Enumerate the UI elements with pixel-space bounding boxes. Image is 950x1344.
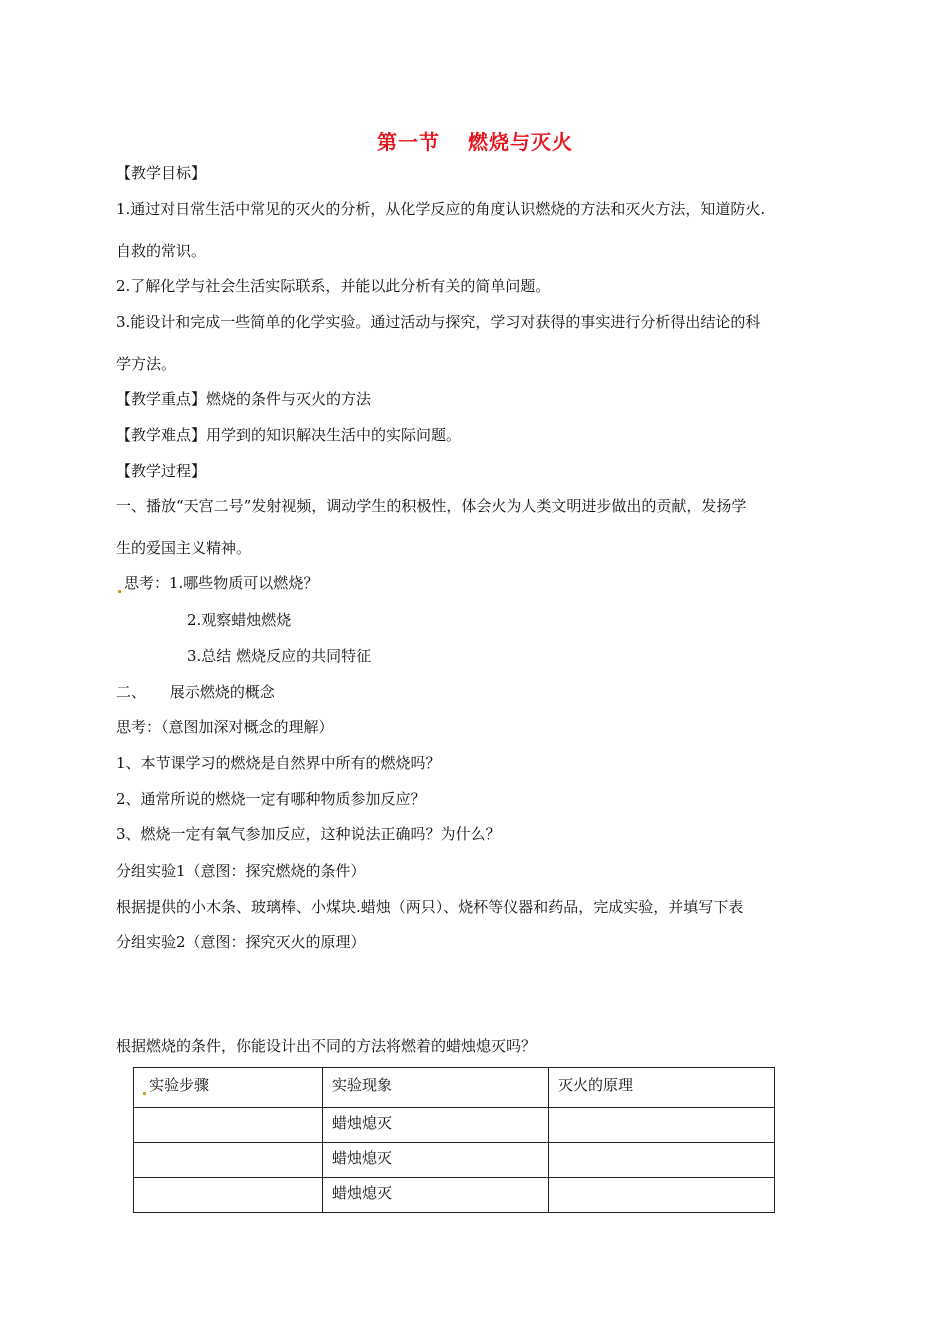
table-cell — [134, 1108, 323, 1143]
page-title — [0, 126, 950, 155]
table-cell: 蜡烛熄灭 — [323, 1178, 549, 1213]
group-experiment-2: 分组实验2（意图：探究灭火的原理） — [116, 933, 366, 951]
goal-3-line-1: 3.能设计和完成一些简单的化学实验。通过活动与探究，学习对获得的事实进行分析得出结论的科 — [116, 313, 761, 331]
table-cell — [549, 1178, 775, 1213]
table-cell — [134, 1178, 323, 1213]
group-experiment-1: 分组实验1（意图：探究燃烧的条件） — [116, 862, 366, 880]
think-question-3: 3.总结 燃烧反应的共同特征 — [187, 647, 372, 665]
edit-mark-icon — [118, 590, 121, 593]
table-row — [134, 1143, 775, 1178]
table-cell — [549, 1108, 775, 1143]
header-phenomenon: 实验现象 — [323, 1068, 549, 1108]
process-2-heading: 二、 展示燃烧的概念 — [116, 683, 275, 701]
think-question-1-text: 思考：1.哪些物质可以燃烧？ — [124, 574, 319, 592]
header-steps: 实验步骤 — [134, 1068, 323, 1108]
concept-question-2: 2、通常所说的燃烧一定有哪种物质参加反应？ — [116, 790, 426, 808]
think-question-1 — [118, 573, 318, 593]
process-1-line-2: 生的爱国主义精神。 — [116, 539, 252, 557]
table-cell: 蜡烛熄灭 — [323, 1143, 549, 1178]
experiment-table — [133, 1067, 775, 1213]
header-principle: 灭火的原理 — [549, 1068, 775, 1108]
goal-1-line-1: 1.通过对日常生活中常见的灭火的分析，从化学反应的角度认识燃烧的方法和灭火方法，知道防火. — [116, 200, 766, 218]
table-cell: 蜡烛熄灭 — [323, 1108, 549, 1143]
process-1-line-1: 一、播放“天宫二号”发射视频，调动学生的积极性，体会火为人类文明进步做出的贡献，发扬学 — [116, 497, 747, 515]
table-cell — [134, 1143, 323, 1178]
table-header-row — [134, 1068, 775, 1108]
goal-3-line-2: 学方法。 — [116, 355, 177, 373]
teaching-difficulties: 【教学难点】用学到的知识解决生活中的实际问题。 — [116, 426, 462, 444]
edit-mark-icon — [143, 1092, 146, 1095]
think-question-2: 2.观察蜡烛燃烧 — [187, 611, 292, 629]
heading-teaching-goals: 【教学目标】 — [116, 164, 207, 182]
table-row — [134, 1178, 775, 1213]
table-row — [134, 1108, 775, 1143]
title-topic: 燃烧与灭火 — [468, 130, 573, 154]
extinguish-question: 根据燃烧的条件，你能设计出不同的方法将燃着的蜡烛熄灭吗？ — [116, 1037, 537, 1055]
table-cell — [549, 1143, 775, 1178]
goal-1-line-2: 自救的常识。 — [116, 242, 207, 260]
concept-question-1: 1、本节课学习的燃烧是自然界中所有的燃烧吗？ — [116, 754, 441, 772]
experiment-1-instructions: 根据提供的小木条、玻璃棒、小煤块.蜡烛（两只）、烧杯等仪器和药品，完成实验，并填写下表 — [116, 898, 744, 916]
heading-teaching-process: 【教学过程】 — [116, 462, 207, 480]
think-intent: 思考：（意图加深对概念的理解） — [116, 718, 334, 736]
title-section-number: 第一节 — [377, 130, 440, 154]
goal-2: 2.了解化学与社会生活实际联系，并能以此分析有关的简单问题。 — [116, 277, 551, 295]
teaching-key-points: 【教学重点】燃烧的条件与灭火的方法 — [116, 390, 372, 408]
concept-question-3: 3、燃烧一定有氧气参加反应，这种说法正确吗？为什么？ — [116, 825, 501, 843]
